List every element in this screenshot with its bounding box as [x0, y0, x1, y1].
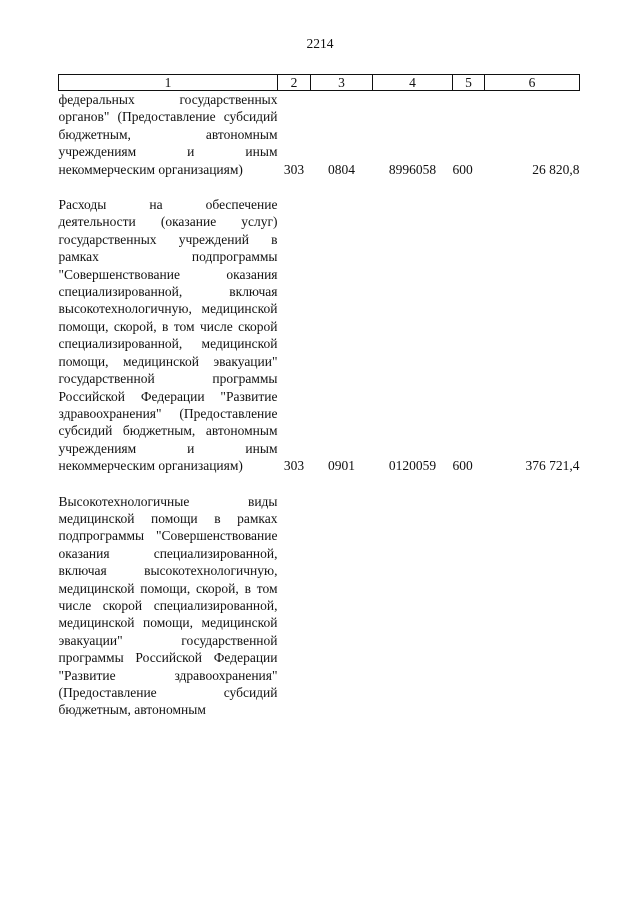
row-amount: 376 721,4 [525, 458, 580, 474]
row-amount: 26 820,8 [532, 161, 580, 177]
header-col-5: 5 [453, 75, 485, 91]
header-col-3: 3 [311, 75, 373, 91]
row-section-code: 0901 [328, 458, 355, 474]
row-expense-type: 600 [452, 161, 473, 177]
row-spacer [59, 475, 580, 493]
row-spacer [59, 178, 580, 196]
budget-table [58, 74, 580, 719]
table-row [59, 196, 580, 475]
header-col-1: 1 [59, 75, 278, 91]
header-col-4: 4 [373, 75, 453, 91]
row-expense-type [453, 493, 485, 719]
row-description: федеральных государственных органов" (Предоставление субсидий бюджетным, автономным учреждениям и иным некоммерческим организациям) [58, 92, 278, 177]
row-section-code: 0804 [328, 161, 355, 177]
row-target-code: 8996058 [388, 161, 437, 177]
row-description: Расходы на обеспечение деятельности (оказание услуг) государственных учреждений в рамках подпрограммы "Совершенствование оказания специализированной, включая высокотехнологичную, медицинской помощи, скорой, в том числе скорой специализированной, медицинской помощи, медицинской эвакуации" государственной программы Российской Федерации "Развитие здравоохранения" (Предоставление субсидий бюджетным, автономным учреждениям и иным некоммерческим организациям) [58, 197, 278, 474]
header-row [59, 75, 580, 91]
row-ministry-code: 303 [283, 458, 305, 474]
row-target-code [373, 493, 453, 719]
row-amount [485, 493, 580, 719]
row-ministry-code [278, 493, 311, 719]
row-description: Высокотехнологичные виды медицинской помощи в рамках подпрограммы "Совершенствование оказания специализированной, включая высокотехнологичную, медицинской помощи, скорой, в том числе скорой специализированной, медицинской помощи, медицинской эвакуации" государственной программы Российской Федерации "Развитие здравоохранения" (Предоставление субсидий бюджетным, автономным [58, 493, 278, 718]
row-ministry-code: 303 [283, 161, 305, 177]
table-row [59, 493, 580, 719]
row-expense-type: 600 [452, 458, 473, 474]
row-section-code [311, 493, 373, 719]
row-target-code: 0120059 [388, 458, 437, 474]
page-number: 2214 [306, 36, 334, 51]
table-row [59, 91, 580, 179]
header-col-6: 6 [485, 75, 580, 91]
header-col-2: 2 [278, 75, 311, 91]
